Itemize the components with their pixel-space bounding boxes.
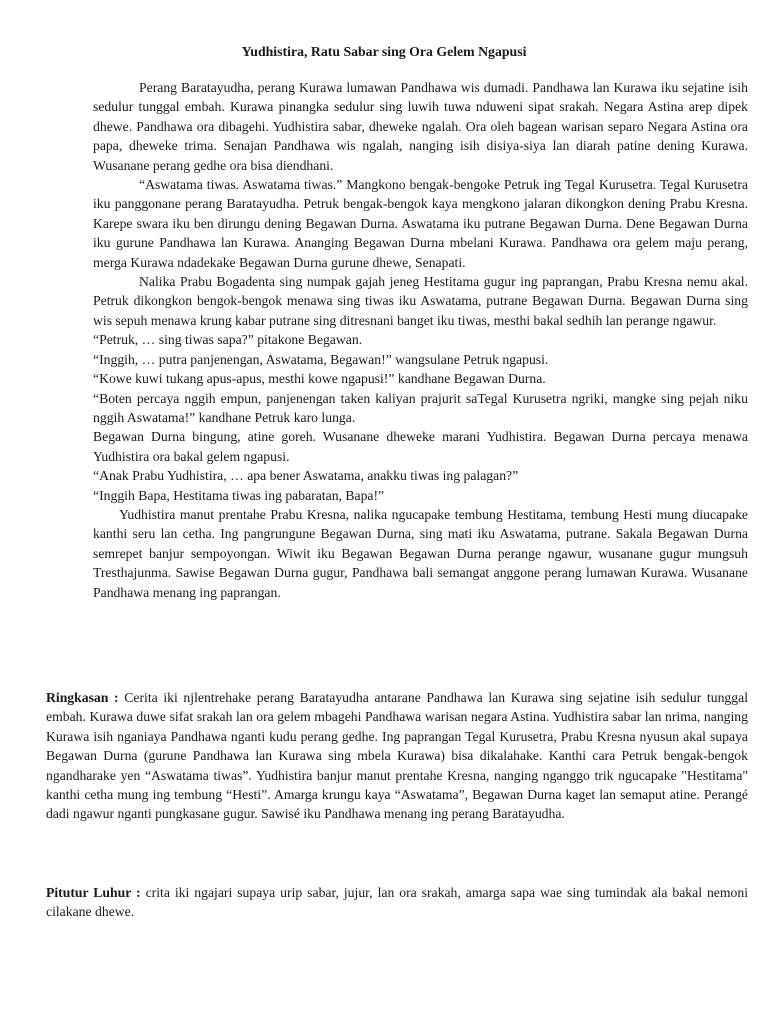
moral-text: crita iki ngajari supaya urip sabar, jujur, lan ora srakah, amarga sapa wae sing tumindak ala bakal nemoni cilakane dhewe. xyxy=(46,885,749,920)
dialogue-line: “Inggih, … putra panjenengan, Aswatama, Begawan!” wangsulane Petruk ngapusi. xyxy=(93,351,549,367)
moral-section xyxy=(46,883,748,922)
dialogue-line: “Boten percaya nggih empun, panjenengan taken kaliyan prajurit saTegal Kurusetra ngriki, mangke sing pejah niku nggih Aswatama!” kandhane Petruk karo lunga. xyxy=(93,390,748,425)
dialogue-line: “Kowe kuwi tukang apus-apus, mesthi kowe ngapusi!” kandhane Begawan Durna. xyxy=(93,371,546,387)
summary-text: Cerita iki njlentrehake perang Baratayudha antarane Pandhawa lan Kurawa sing sejatine isih sedulur tunggal embah. Kurawa duwe sifat srakah lan ora gelem mbagehi Pandhawa warisan negara Astina. Yudhistira sabar lan nrima, nanging Kurawa isih nganiaya Pandhawa nganti kudu perang gedhe. Ing paprangan Tegal Kurusetra, Prabu Kresna nyusun akal supaya Begawan Durna (gurune Pandhawa lan Kurawa sing mbela Kurawa) bisa dikalahake. Kanthi cara Petruk bengak-bengok ngandharake yen “Aswatama tiwas”. Yudhistira banjur manut prentahe Kresna, nanging nganggo trik ngucapake "Hestitama" kanthi cetha mung ing tembung “Hesti”. Amarga krungu kaya “Aswatama”, Begawan Durna kaget lan semaput atine. Perangé dadi ngawur nganti pungkasane gugur. Sawisé iku Pandhawa menang ing perang Baratayudha. xyxy=(46,690,748,822)
summary-section xyxy=(46,688,748,824)
summary-label: Ringkasan : xyxy=(46,690,119,705)
dialogue-line: “Inggih Bapa, Hestitama tiwas ing pabaratan, Bapa!” xyxy=(93,487,385,503)
moral-label: Pitutur Luhur : xyxy=(46,885,141,900)
story-body xyxy=(93,78,748,602)
story-paragraph-final: Yudhistira manut prentahe Prabu Kresna, nalika ngucapake tembung Hestitama, tembung Hesti mung diucapake kanthi seru lan cetha. Ing pangrungune Begawan Durna, sing mati iku Aswatama, putrane. Sakala Begawan Durna semrepet banjur sempoyongan. Wiwit iku Begawan Begawan Durna perange ngawur, wusanane gugur mungsuh Tresthajunma. Sawise Begawan Durna gugur, Pandhawa bali semangat anggone perang lumawan Kurawa. Wusanane Pandhawa menang ing paprangan. xyxy=(93,506,748,600)
story-paragraph-2: “Aswatama tiwas. Aswatama tiwas.” Mangkono bengak-bengoke Petruk ing Tegal Kurusetra. Tegal Kurusetra iku panggonane perang Baratayudha. Petruk bengak-bengok kaya mengkono jalaran dikongkon dening Prabu Kresna. Karepe swara iku ben dirungu dening Begawan Durna. Aswatama iku putrane Begawan Durna. Dene Begawan Durna iku gurune Pandhawa lan Kurawa. Ananging Begawan Durna mbelani Kurawa. Pandhawa ora gelem maju perang, merga Kurawa ndadekake Begawan Durna gurune dhewe, Senapati. xyxy=(93,177,748,270)
story-paragraph-3: Nalika Prabu Bogadenta sing numpak gajah jeneg Hestitama gugur ing paprangan, Prabu Kresna nemu akal. Petruk dikongkon bengok-bengok menawa sing tiwas iku Aswatama, putrane Begawan Durna. Begawan Durna sing wis sepuh menawa krung kabar putrane sing ditresnani banget iku tiwas, mesthi bakal sedhih lan perange ngawur. xyxy=(93,274,748,328)
story-paragraph-1: Perang Baratayudha, perang Kurawa lumawan Pandhawa wis dumadi. Pandhawa lan Kurawa iku sejatine isih sedulur tunggal embah. Kurawa pinangka sedulur sing luwih tuwa nduweni sipat srakah. Negara Astina arep dipek dhewe. Pandhawa ora dibagehi. Yudhistira sabar, dheweke ngalah. Ora oleh bagean warisan separo Negara Astina ora papa, dheweke trima. Senajan Pandhawa wis ngalah, nanging isih disiya-siya lan diarah patine dening Kurawa. Wusanane perang gedhe ora bisa diendhani. xyxy=(93,80,748,173)
document-title: Yudhistira, Ratu Sabar sing Ora Gelem Ngapusi xyxy=(241,44,527,59)
story-paragraph-narration: Begawan Durna bingung, atine goreh. Wusanane dheweke marani Yudhistira. Begawan Durna percaya menawa Yudhistira ora bakal gelem ngapusi. xyxy=(93,429,748,464)
dialogue-line: “Petruk, … sing tiwas sapa?” pitakone Begawan. xyxy=(93,332,363,348)
dialogue-line: “Anak Prabu Yudhistira, … apa bener Aswatama, anakku tiwas ing palagan?” xyxy=(93,468,519,484)
